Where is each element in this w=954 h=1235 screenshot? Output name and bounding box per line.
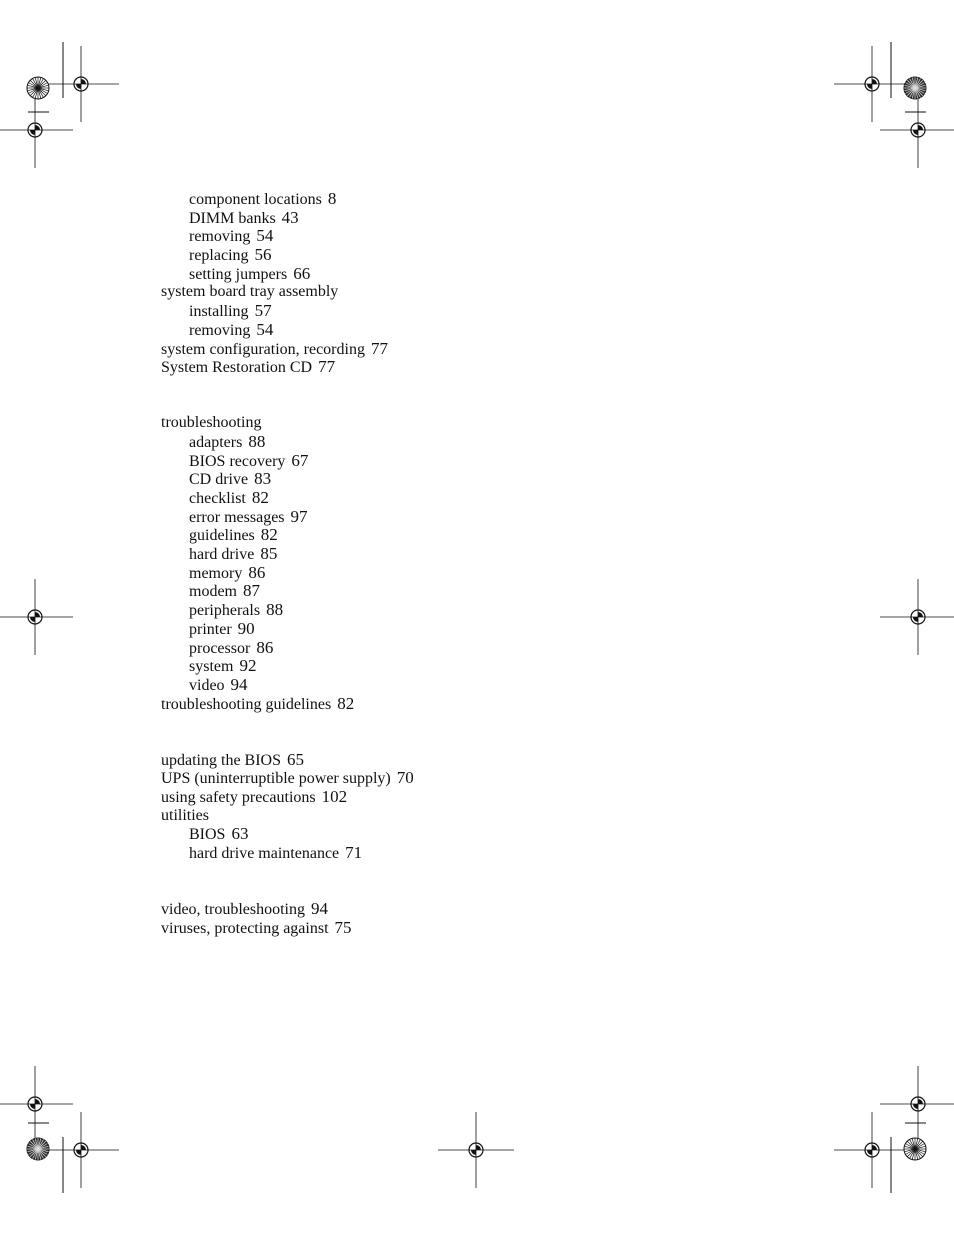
starburst-icon <box>904 1138 926 1160</box>
starburst-icon <box>27 77 49 99</box>
crosshair-circle-icon <box>43 46 119 122</box>
crosshair-circle-icon <box>880 1066 954 1142</box>
entry-page-number: 63 <box>231 824 249 844</box>
entry-page-number: 66 <box>293 263 311 283</box>
entry-page-number: 85 <box>260 544 278 564</box>
entry-page-number: 97 <box>290 506 308 526</box>
entry-term: peripherals <box>189 602 261 620</box>
entry-term: guidelines <box>189 527 255 545</box>
entry-term: video, troubleshooting <box>161 901 305 919</box>
entry-page-number: 56 <box>254 245 272 265</box>
entry-page-number: 77 <box>370 338 388 358</box>
entry-page-number: 82 <box>337 693 355 713</box>
entry-term: system board tray assembly <box>161 283 339 301</box>
entry-page-number: 90 <box>237 618 255 638</box>
crosshair-circle-icon <box>0 579 73 655</box>
entry-page-number: 94 <box>230 674 248 694</box>
entry-page-number: 94 <box>310 899 328 919</box>
crosshair-circle-icon <box>834 46 910 122</box>
entry-term: video <box>189 676 225 694</box>
entry-term: updating the BIOS <box>161 751 281 769</box>
entry-page-number: 8 <box>327 189 337 208</box>
entry-term: component locations <box>189 191 322 208</box>
crosshair-circle-icon <box>0 92 73 168</box>
entry-page-number: 43 <box>281 207 299 227</box>
entry-term: memory <box>189 564 243 582</box>
entry-term: CD drive <box>189 471 249 489</box>
entry-page-number: 67 <box>291 450 309 470</box>
entry-page-number: 57 <box>254 301 272 321</box>
registration-marks <box>0 46 954 1188</box>
starburst-icon <box>27 1138 49 1160</box>
entry-page-number: 54 <box>256 226 274 246</box>
entry-term: installing <box>189 303 249 321</box>
crosshair-circle-icon <box>438 1112 514 1188</box>
starburst-icon <box>904 77 926 99</box>
entry-page-number: 71 <box>345 843 363 863</box>
entry-page-number: 86 <box>256 637 274 657</box>
crosshair-circle-icon <box>880 92 954 168</box>
entry-page-number: 83 <box>254 469 272 489</box>
entry-page-number: 87 <box>243 581 260 601</box>
entry-term: using safety precautions <box>161 789 316 807</box>
color-bars <box>27 77 926 1160</box>
entry-term: system <box>189 658 234 676</box>
entry-term: error messages <box>189 508 285 526</box>
entry-page-number: 54 <box>256 319 274 339</box>
entry-term: removing <box>189 321 251 339</box>
entry-page-number: 92 <box>239 656 257 676</box>
entry-page-number: 70 <box>396 768 414 788</box>
entry-term: printer <box>189 620 232 638</box>
entry-term: hard drive maintenance <box>189 845 340 863</box>
entry-page-number: 77 <box>318 357 336 377</box>
crosshair-circle-icon <box>0 1066 73 1142</box>
entry-term: system configuration, recording <box>161 340 365 358</box>
entry-term: processor <box>189 639 251 657</box>
entry-term: viruses, protecting against <box>161 919 329 937</box>
entry-page-number: 88 <box>248 431 266 451</box>
entry-page-number: 75 <box>334 917 352 937</box>
entry-term: hard drive <box>189 546 255 564</box>
entry-page-number: 102 <box>321 787 348 807</box>
crosshair-circle-icon <box>834 1112 910 1188</box>
crop-lines <box>28 42 926 1193</box>
entry-term: setting jumpers <box>189 265 288 283</box>
crosshair-circle-icon <box>43 1112 119 1188</box>
entry-term: troubleshooting <box>161 414 262 432</box>
entry-term: checklist <box>189 490 246 508</box>
entry-page-number: 86 <box>248 562 266 582</box>
entry-term: UPS (uninterruptible power supply) <box>161 770 391 788</box>
entry-term: replacing <box>189 247 249 265</box>
entry-term: adapters <box>189 433 243 451</box>
entry-term: removing <box>189 228 251 246</box>
entry-term: BIOS recovery <box>189 452 286 470</box>
entry-term: DIMM banks <box>189 209 276 227</box>
entry-term: troubleshooting guidelines <box>161 695 332 713</box>
entry-term: modem <box>189 583 237 601</box>
entry-term: utilities <box>161 806 209 824</box>
entry-page-number: 65 <box>287 749 304 769</box>
crosshair-circle-icon <box>880 579 954 655</box>
entry-term: System Restoration CD <box>161 359 313 377</box>
entry-term: BIOS <box>189 826 226 844</box>
entry-page-number: 88 <box>266 600 284 620</box>
entry-page-number: 82 <box>260 525 278 545</box>
entry-page-number: 82 <box>251 488 269 508</box>
